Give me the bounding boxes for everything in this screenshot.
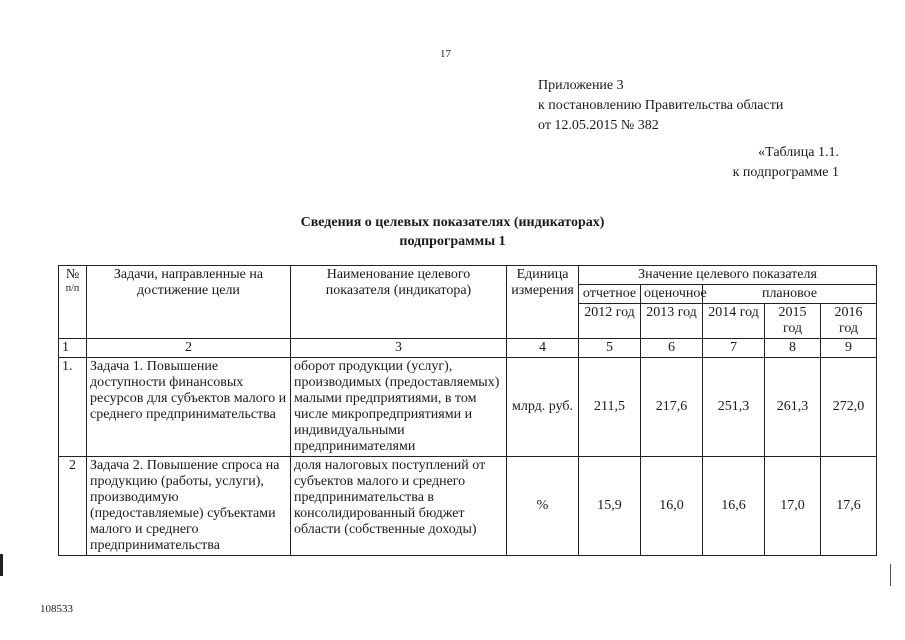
indicators-table [58, 265, 877, 556]
header-estimated: оценочное [641, 285, 703, 304]
header-value: Значение целевого показателя [579, 266, 877, 285]
col-number: 5 [579, 339, 641, 358]
table-row [59, 358, 877, 457]
col-number: 7 [703, 339, 765, 358]
row-num: 1. [59, 358, 87, 457]
col-number: 2 [87, 339, 291, 358]
table-row [59, 457, 877, 556]
row-task: Задача 2. Повышение спроса на продукцию (работы, услуги), производимую (предоставляемые) субъектами малого и среднего предпринимательства [87, 457, 291, 556]
row-indicator: доля налоговых поступлений от субъектов малого и среднего предпринимательства в консолидированный бюджет области (собственные доходы) [291, 457, 507, 556]
row-value-2016: 17,6 [821, 457, 877, 556]
document-id: 108533 [40, 603, 73, 615]
header-num [59, 266, 87, 339]
row-value-2013: 217,6 [641, 358, 703, 457]
table-reference [733, 143, 839, 183]
table-ref-line2: к подпрограмме 1 [732, 165, 839, 180]
row-value-2016: 272,0 [821, 358, 877, 457]
title-line1: Сведения о целевых показателях (индикаторах) [300, 215, 605, 230]
col-number: 6 [641, 339, 703, 358]
table-ref-line1: «Таблица 1.1. [758, 145, 839, 160]
col-number: 3 [291, 339, 507, 358]
row-value-2014: 16,6 [703, 457, 765, 556]
header-year-2013: 2013 год [641, 304, 703, 339]
header-year-2016: 2016 год [821, 304, 877, 339]
header-indicator: Наименование целевого показателя (индикатора) [291, 266, 507, 339]
col-number: 4 [507, 339, 579, 358]
document-title [0, 213, 905, 251]
row-value-2015: 17,0 [765, 457, 821, 556]
column-number-row [59, 339, 877, 358]
row-value-2014: 251,3 [703, 358, 765, 457]
header-planned: плановое [703, 285, 877, 304]
header-num-label: № [65, 267, 80, 282]
appendix-line2: к постановлению Правительства области [538, 98, 784, 113]
row-value-2013: 16,0 [641, 457, 703, 556]
title-line2: подпрограммы 1 [399, 234, 506, 249]
appendix-block [538, 76, 783, 136]
row-value-2012: 211,5 [579, 358, 641, 457]
row-num: 2 [59, 457, 87, 556]
header-reported: отчетное [579, 285, 641, 304]
page-number: 17 [440, 48, 451, 60]
col-number: 9 [821, 339, 877, 358]
row-task: Задача 1. Повышение доступности финансовых ресурсов для субъектов малого и среднего предпринимательства [87, 358, 291, 457]
header-task: Задачи, направленные на достижение цели [87, 266, 291, 339]
row-value-2012: 15,9 [579, 457, 641, 556]
header-row-1 [59, 266, 877, 285]
row-value-2015: 261,3 [765, 358, 821, 457]
col-number: 8 [765, 339, 821, 358]
header-num-sub: п/п [65, 283, 80, 294]
scan-margin-mark [0, 554, 3, 576]
appendix-line1: Приложение 3 [538, 78, 624, 93]
header-year-2012: 2012 год [579, 304, 641, 339]
header-year-2015: 2015 год [765, 304, 821, 339]
header-year-2014: 2014 год [703, 304, 765, 339]
appendix-line3: от 12.05.2015 № 382 [538, 118, 659, 133]
scan-margin-mark [890, 564, 891, 586]
col-number: 1 [59, 339, 87, 358]
row-unit: % [507, 457, 579, 556]
row-indicator: оборот продукции (услуг), производимых (предоставляемых) малыми предприятиями, в том числе микропредприятиями и индивидуальными предпринимателями [291, 358, 507, 457]
header-unit: Единица измерения [507, 266, 579, 339]
row-unit: млрд. руб. [507, 358, 579, 457]
